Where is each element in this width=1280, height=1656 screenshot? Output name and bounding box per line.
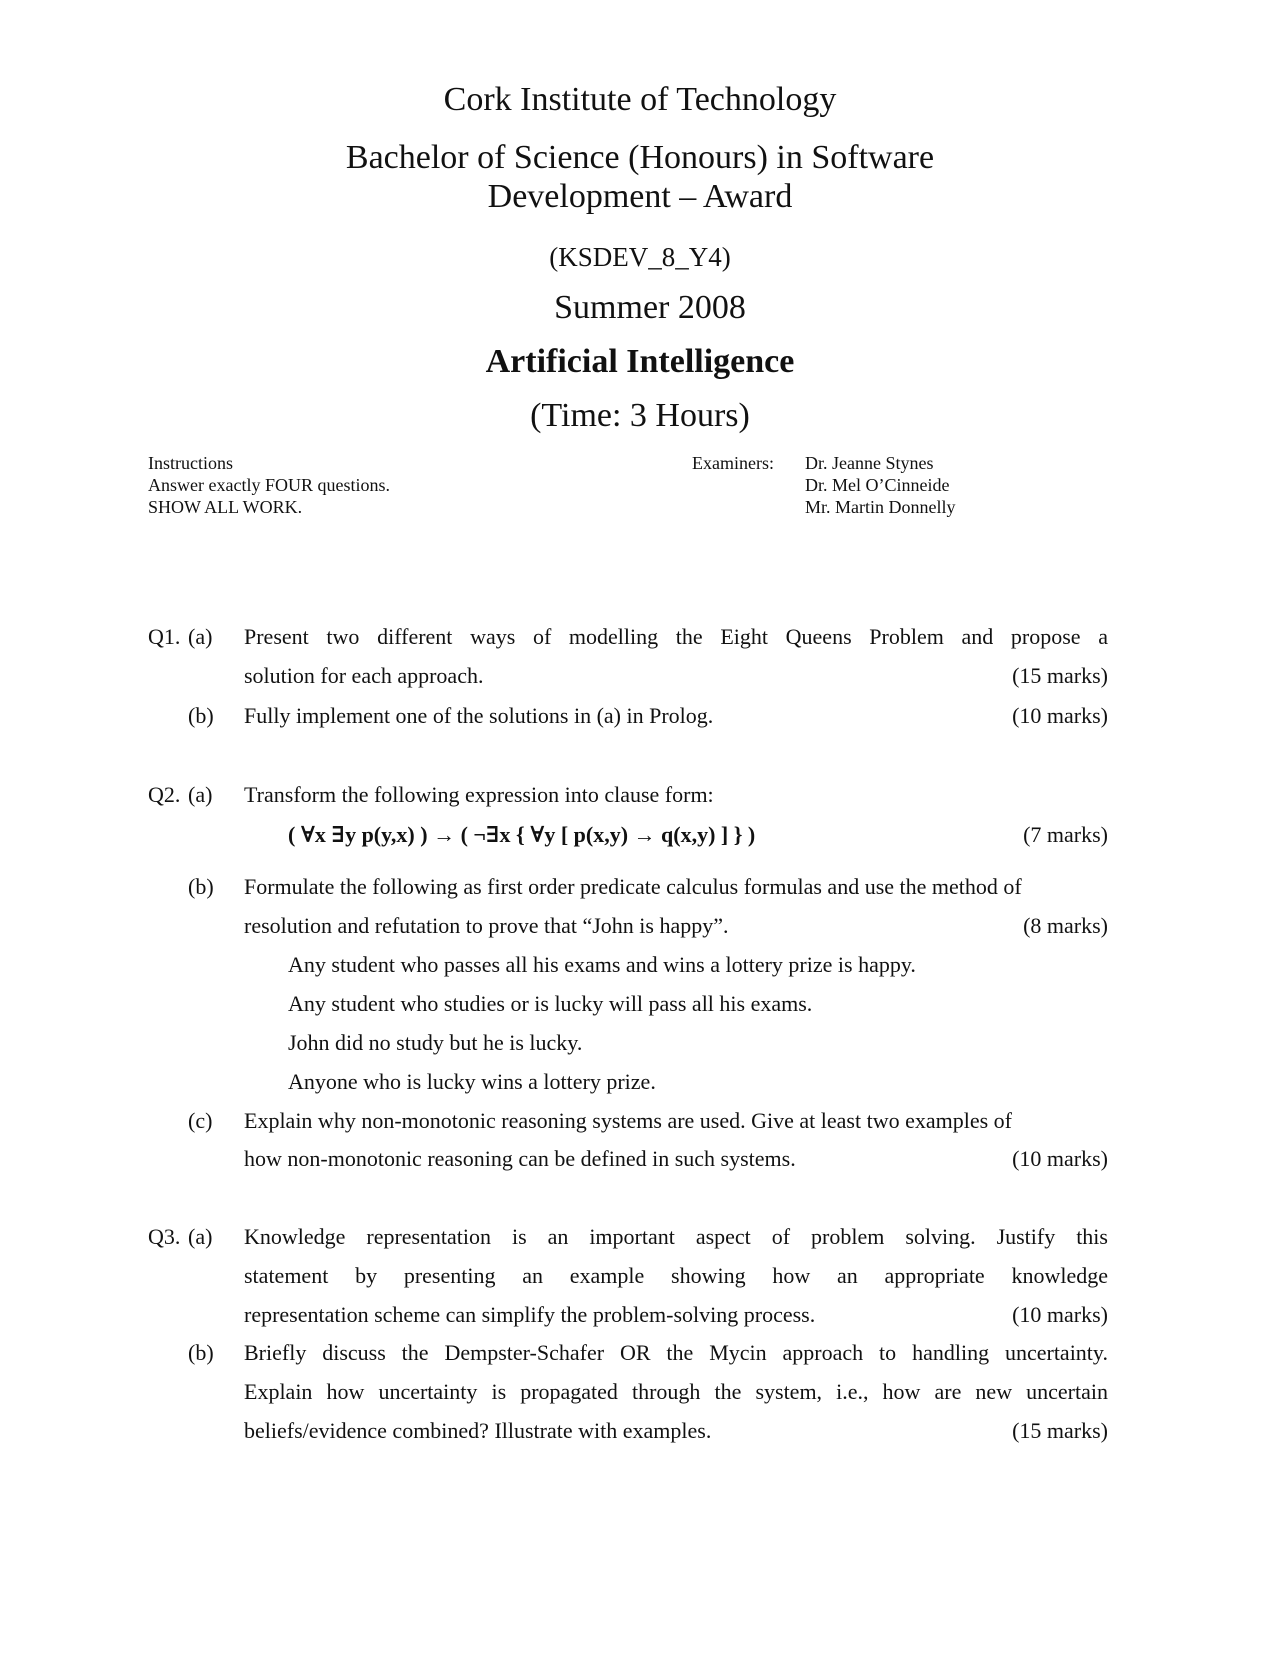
q3-b-text-line-2: Explain how uncertainty is propagated through the system, i.e., how are new uncertain xyxy=(244,1379,1108,1404)
q3-part-b-line-2 xyxy=(244,1379,1108,1405)
examiner-name: Dr. Jeanne Stynes xyxy=(805,453,934,473)
exam-duration: (Time: 3 Hours) xyxy=(530,397,750,434)
exam-session: Summer 2008 xyxy=(554,289,746,326)
course-code: (KSDEV_8_Y4) xyxy=(549,242,731,272)
q3-a-text-line-3: representation scheme can simplify the problem-solving process. xyxy=(244,1302,816,1327)
q1-a-marks: (15 marks) xyxy=(1012,663,1108,688)
q2-a-marks: (7 marks) xyxy=(1023,822,1108,847)
subject-title: Artificial Intelligence xyxy=(485,343,795,380)
q2-part-c-line-1 xyxy=(244,1108,1108,1134)
examiners-list xyxy=(805,452,956,518)
q2-part-c-line-2 xyxy=(244,1146,1108,1172)
instructions-title: Instructions xyxy=(148,453,233,473)
q2-a-text: Transform the following expression into clause form: xyxy=(244,782,714,807)
instructions-line-2: SHOW ALL WORK. xyxy=(148,497,303,517)
q2-part-b-line-1 xyxy=(244,874,1108,900)
q2-b-premise: Anyone who is lucky wins a lottery prize. xyxy=(288,1069,656,1094)
q2-c-text-line-2: how non-monotonic reasoning can be defined in such systems. xyxy=(244,1146,796,1171)
q2-b-marks: (8 marks) xyxy=(1023,913,1108,938)
q1-part-a-line-2 xyxy=(244,663,1108,689)
q3-a-text-line-1: Knowledge representation is an important aspect of problem solving. Justify this xyxy=(244,1224,1108,1249)
q3-a-text-line-2: statement by presenting an example showing how an appropriate knowledge xyxy=(244,1263,1108,1288)
q2-part-c-label: (c) xyxy=(188,1108,213,1133)
q1-part-b-line xyxy=(244,703,1108,729)
q2-b-premise: Any student who studies or is lucky will pass all his exams. xyxy=(288,991,813,1016)
q2-c-text-line-1: Explain why non-monotonic reasoning systems are used. Give at least two examples of xyxy=(244,1108,1012,1133)
q1-a-text-line-2: solution for each approach. xyxy=(244,663,484,688)
q3-b-marks: (15 marks) xyxy=(1012,1418,1108,1443)
q2-b-text-line-1: Formulate the following as first order predicate calculus formulas and use the method of xyxy=(244,874,1022,899)
q1-b-text: Fully implement one of the solutions in (a) in Prolog. xyxy=(244,703,714,728)
q3-part-b-label: (b) xyxy=(188,1340,214,1365)
q2-part-a-line xyxy=(244,782,1108,808)
degree-line-1: Bachelor of Science (Honours) in Software xyxy=(345,139,935,176)
q3-b-text-line-1: Briefly discuss the Dempster-Schafer OR the Mycin approach to handling uncertainty. xyxy=(244,1340,1108,1365)
q2-part-a-label: (a) xyxy=(188,782,213,807)
q3-a-marks: (10 marks) xyxy=(1012,1302,1108,1327)
examiner-name: Dr. Mel O’Cinneide xyxy=(805,475,950,495)
q2-c-marks: (10 marks) xyxy=(1012,1146,1108,1171)
q3-b-text-line-3: beliefs/evidence combined? Illustrate with examples. xyxy=(244,1418,712,1443)
q1-part-a-line-1 xyxy=(244,624,1108,650)
question-2-number: Q2. xyxy=(148,782,181,807)
degree-line-2: Development – Award xyxy=(487,178,793,216)
q1-b-marks: (10 marks) xyxy=(1012,703,1108,728)
q2-part-b-label: (b) xyxy=(188,874,214,899)
q1-part-a-label: (a) xyxy=(188,624,213,649)
instructions-line-1: Answer exactly FOUR questions. xyxy=(148,475,390,495)
q3-part-b-line-3 xyxy=(244,1418,1108,1444)
q3-part-a-line-1 xyxy=(244,1224,1108,1250)
q3-part-a-line-2 xyxy=(244,1263,1108,1289)
q1-a-text-line-1: Present two different ways of modelling the Eight Queens Problem and propose a xyxy=(244,624,1108,649)
q3-part-b-line-1 xyxy=(244,1340,1108,1366)
q2-part-b-line-2 xyxy=(244,913,1108,939)
q2-b-text-line-2: resolution and refutation to prove that “John is happy”. xyxy=(244,913,729,938)
institute-name: Cork Institute of Technology xyxy=(443,81,837,118)
q1-part-b-label: (b) xyxy=(188,703,214,728)
q3-part-a-label: (a) xyxy=(188,1224,213,1249)
examiner-name: Mr. Martin Donnelly xyxy=(805,497,956,517)
examiners-label: Examiners: xyxy=(692,453,774,473)
q3-part-a-line-3 xyxy=(244,1302,1108,1328)
degree-title xyxy=(0,138,1280,216)
question-1-number: Q1. xyxy=(148,624,181,649)
q2-a-formula: ( ∀x ∃y p(y,x) ) → ( ¬∃x { ∀y [ p(x,y) → q(x,y) ] } ) xyxy=(288,822,756,847)
question-3-number: Q3. xyxy=(148,1224,181,1249)
instructions-block xyxy=(148,452,390,518)
q2-a-marks-line xyxy=(244,822,1108,848)
q2-b-premise: John did no study but he is lucky. xyxy=(288,1030,583,1055)
q2-b-premise: Any student who passes all his exams and wins a lottery prize is happy. xyxy=(288,952,916,977)
